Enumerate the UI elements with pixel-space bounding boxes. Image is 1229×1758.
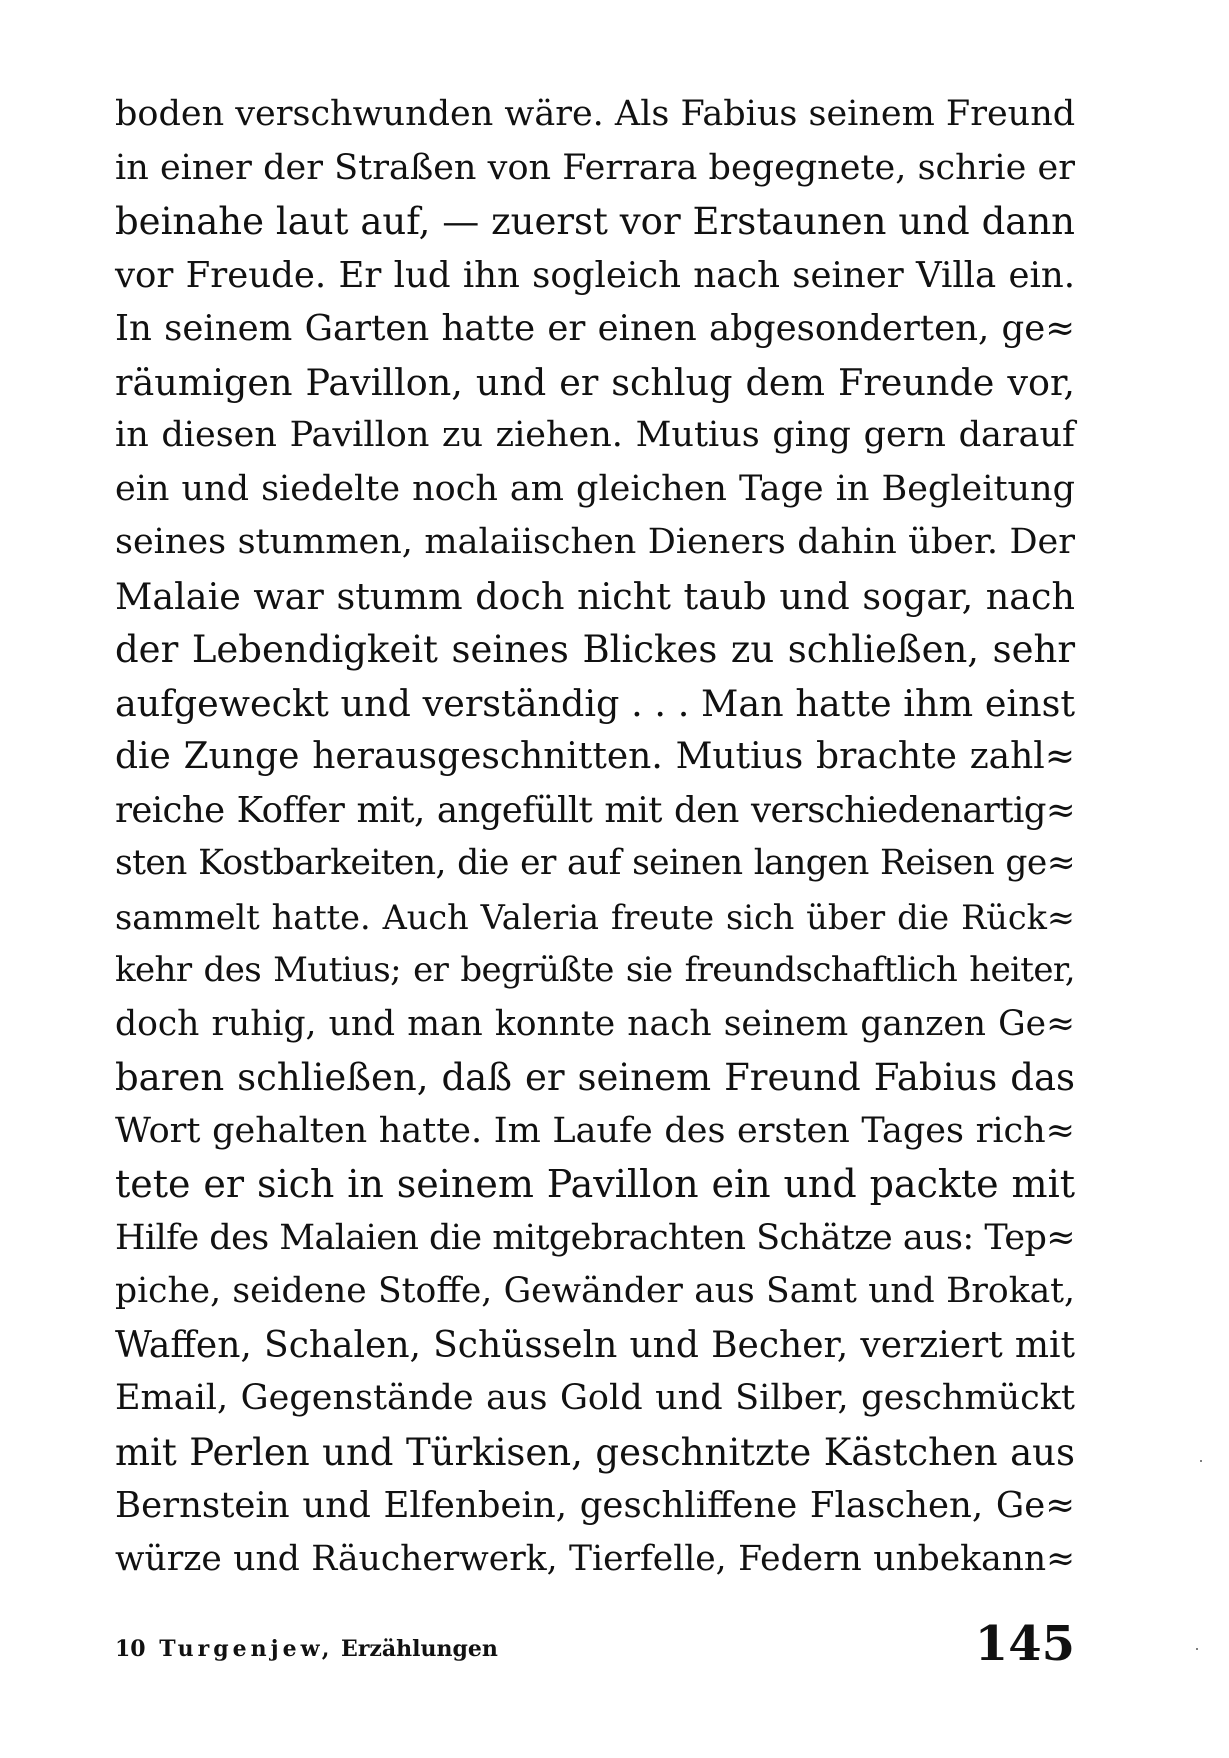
- text-line: mit Perlen und Türkisen, geschnitzte Kästchen aus: [115, 1430, 1075, 1474]
- text-line: seines stummen, malaiischen Dieners dahin über. Der: [115, 522, 1075, 562]
- signature-title: Erzählungen: [341, 1636, 498, 1662]
- text-line: Email, Gegenstände aus Gold und Silber, geschmückt: [115, 1378, 1075, 1418]
- text-line: die Zunge herausgeschnitten. Mutius brachte zahl≈: [115, 736, 1075, 777]
- text-line: Wort gehalten hatte. Im Laufe des ersten Tages rich≈: [115, 1110, 1075, 1151]
- scan-speck: [1196, 1648, 1198, 1650]
- signature-author: Turgenjew,: [159, 1636, 334, 1662]
- text-line: aufgeweckt und verständig . . . Man hatte ihm einst: [115, 681, 1075, 725]
- text-line: Malaie war stumm doch nicht taub und sogar, nach: [115, 574, 1075, 618]
- text-line: baren schließen, daß er seinem Freund Fabius das: [115, 1056, 1075, 1099]
- text-line: piche, seidene Stoffe, Gewänder aus Samt und Brokat,: [115, 1271, 1075, 1311]
- text-line: Waffen, Schalen, Schüsseln und Becher, verziert mit: [115, 1324, 1075, 1366]
- text-line: kehr des Mutius; er begrüßte sie freundschaftlich heiter,: [115, 950, 1075, 990]
- text-line: würze und Räucherwerk, Tierfelle, Federn unbekann≈: [115, 1538, 1075, 1579]
- text-line: der Lebendigkeit seines Blickes zu schließen, sehr: [115, 628, 1075, 671]
- text-line: doch ruhig, und man konnte nach seinem ganzen Ge≈: [115, 1003, 1075, 1044]
- text-line: reiche Koffer mit, angefüllt mit den verschiedenartig≈: [115, 789, 1075, 831]
- signature-number: 10: [115, 1636, 146, 1662]
- text-line: boden verschwunden wäre. Als Fabius seinem Freund: [115, 94, 1076, 134]
- text-line: in einer der Straßen von Ferrara begegnete, schrie er: [115, 147, 1075, 188]
- page-number: 145: [974, 1616, 1075, 1672]
- text-line: ein und siedelte noch am gleichen Tage in Begleitung: [115, 468, 1075, 509]
- text-line: sammelt hatte. Auch Valeria freute sich über die Rück≈: [115, 897, 1075, 937]
- text-line: In seinem Garten hatte er einen abgesonderten, ge≈: [115, 308, 1075, 349]
- printer-signature: [115, 1636, 498, 1662]
- text-line: tete er sich in seinem Pavillon ein und packte mit: [115, 1162, 1075, 1206]
- text-line: Hilfe des Malaien die mitgebrachten Schätze aus: Tep≈: [115, 1217, 1075, 1258]
- text-line: räumigen Pavillon, und er schlug dem Freunde vor,: [115, 360, 1075, 404]
- text-line: sten Kostbarkeiten, die er auf seinen langen Reisen ge≈: [115, 843, 1075, 883]
- text-line: in diesen Pavillon zu ziehen. Mutius ging gern darauf: [115, 415, 1075, 455]
- page-footer: [115, 1608, 1075, 1672]
- text-line: vor Freude. Er lud ihn sogleich nach seiner Villa ein.: [115, 254, 1075, 296]
- text-line: Bernstein und Elfenbein, geschliffene Flaschen, Ge≈: [115, 1485, 1075, 1526]
- body-text: [115, 88, 1075, 1586]
- scan-speck: [1200, 1460, 1202, 1462]
- text-line: beinahe laut auf, — zuerst vor Erstaunen und dann: [115, 200, 1075, 243]
